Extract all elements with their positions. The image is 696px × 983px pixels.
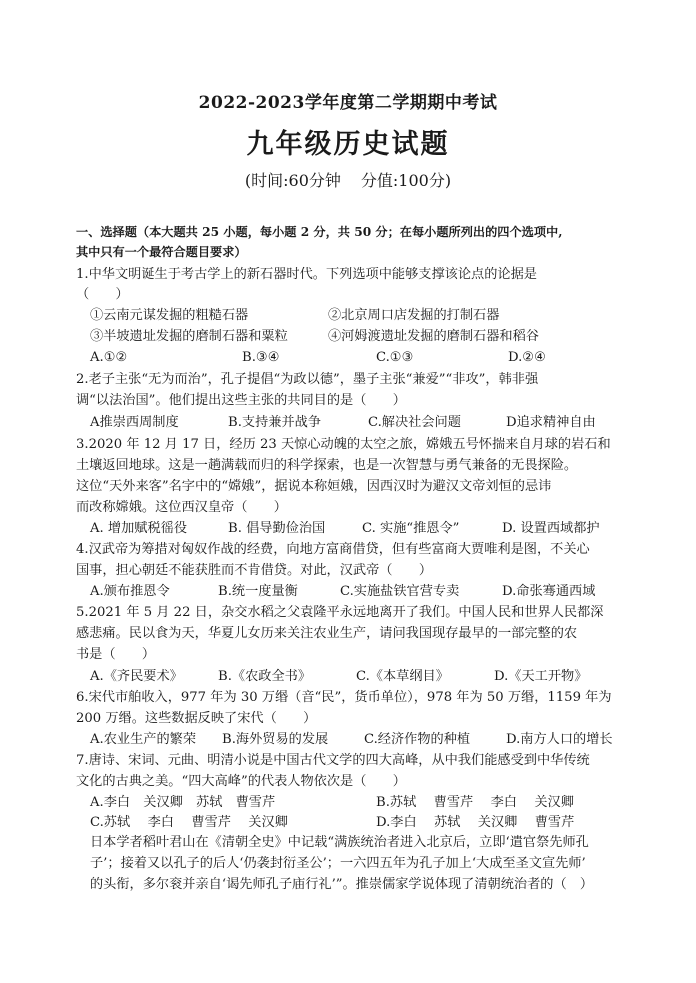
question-7-stem: 7.唐诗、宋词、元曲、明清小说是中国古代文学的四大高峰，从中我们能感受到中华传统 (76, 753, 590, 768)
q1-option-c: C.①③ (376, 350, 414, 365)
q2-option-b: B.支持兼并战争 (228, 415, 322, 430)
q5-option-d: D.《天工开物》 (494, 669, 588, 684)
q7-option-a: A.李白 关汉卿 苏轼 曹雪芹 (90, 795, 276, 810)
q1-item-1: ①云南元谋发掘的粗糙石器 (90, 308, 249, 323)
section-title-a: 一、选择题（本大题共 25 小题，每小题 2 分，共 50 分； (76, 225, 400, 239)
exam-info (0, 168, 696, 191)
question-5-stem-cont-1: 感悲痛。民以食为天，华夏儿女历来关注农业生产，请问我国现存最早的一部完整的农 (76, 626, 578, 641)
question-3-stem-cont-1: 土壤返回地球。这是一趟满载而归的科学探索，也是一次智慧与勇气兼备的无畏探险。 (76, 458, 578, 473)
question-6-stem-cont: 200 万缗。这些数据反映了宋代（ ） (76, 711, 317, 726)
q3-option-a: A. 增加赋税徭役 (90, 521, 188, 536)
question-3-stem: 3.2020 年 12 月 17 日，经历 23 天惊心动魄的太空之旅，嫦娥五号怀揣来自月球的岩石和 (76, 437, 611, 452)
question-1-stem-cont: （ ） (76, 287, 129, 302)
question-2-stem-cont: 调“以法治国”。他们提出这些主张的共同目的是（ ） (76, 393, 406, 408)
subject-title: 九年级历史试题 (246, 129, 450, 160)
question-5-stem-cont-2: 书是（ ） (76, 647, 156, 662)
q7-option-d: D.李白 苏轼 关汉卿 曹雪芹 (376, 815, 575, 830)
q7-option-b: B.苏轼 曹雪芹 李白 关汉卿 (376, 795, 574, 810)
q6-option-c: C.经济作物的种植 (364, 732, 471, 747)
section-header (76, 222, 562, 242)
q2-option-c: C.解决社会问题 (368, 415, 461, 430)
q4-option-b: B.统一度量衡 (218, 584, 298, 599)
q2-option-a: A推崇西周制度 (90, 415, 179, 430)
question-5-stem: 5.2021 年 5 月 22 日，杂交水稻之父袁隆平永远地离开了我们。中国人民和世界人民都深 (76, 605, 604, 620)
q3-option-c: C. 实施“推恩令” (362, 521, 460, 536)
section-title-b: 在每小题所列出的四个选项中, (399, 225, 563, 239)
question-3-stem-cont-3: 而改称嫦娥。这位西汉皇帝（ ） (76, 500, 287, 515)
q4-option-d: D.命张骞通西域 (502, 584, 596, 599)
section-header-line2: 其中只有一个最符合题目要求） (76, 245, 247, 259)
q5-option-c: C.《本草纲目》 (356, 669, 449, 684)
q6-option-a: A.农业生产的繁荣 (90, 732, 197, 747)
q5-option-b: B.《农政全书》 (218, 669, 312, 684)
q4-option-a: A.颁布推恩令 (90, 584, 170, 599)
q1-option-a: A.①② (90, 350, 128, 365)
q3-option-b: B. 倡导勤俭治国 (228, 521, 326, 536)
question-8-stem: 日本学者稻叶君山在《清朝全史》中记载“满族统治者进入北京后，立即‘遣官祭先师孔 (90, 835, 589, 850)
q5-option-a: A.《齐民要术》 (90, 669, 183, 684)
question-1-stem: 1.中华文明诞生于考古学上的新石器时代。下列选项中能够支撑该论点的论据是 (76, 267, 537, 282)
q4-option-c: C.实施盐铁官营专卖 (340, 584, 460, 599)
q1-item-2: ②北京周口店发掘的打制石器 (328, 308, 500, 323)
question-4-stem: 4.汉武帝为筹措对匈奴作战的经费，向地方富商借贷，但有些富商大贾唯利是图，不关心 (76, 542, 590, 557)
q7-option-c: C.苏轼 李白 曹雪芹 关汉卿 (90, 815, 288, 830)
question-6-stem: 6.宋代市舶收入，977 年为 30 万缗（音“民”，货币单位），978 年为 50 万缗，1159 年为 (76, 690, 612, 705)
question-3-stem-cont-2: 这位“天外来客”名字中的“嫦娥”，据说本称姮娥，因西汉时为避汉文帝刘恒的忌讳 (76, 479, 552, 494)
q3-option-d: D. 设置西域都护 (502, 521, 600, 536)
question-4-stem-cont: 国事，担心朝廷不能获胜而不肯借贷。对此，汉武帝（ ） (76, 563, 433, 578)
q1-item-3: ③半坡遗址发掘的磨制石器和粟粒 (90, 329, 288, 344)
question-8-stem-cont-2: 的头衔，多尔衮并亲自‘谒先师孔子庙行礼’”。推崇儒家学说体现了清朝统治者的（ ） (90, 877, 594, 892)
q1-option-d: D.②④ (508, 350, 546, 365)
q2-option-d: D追求精神自由 (506, 415, 596, 430)
question-7-stem-cont: 文化的古典之美。“四大高峰”的代表人物依次是（ ） (76, 774, 406, 789)
q6-option-d: D.南方人口的增长 (506, 732, 613, 747)
score-label: 分值:100分) (360, 171, 452, 190)
q1-option-b: B.③④ (242, 350, 280, 365)
question-2-stem: 2.老子主张“无为而治”，孔子提倡“为政以德”，墨子主张“兼爱”“非攻”，韩非强 (76, 372, 539, 387)
q1-item-4: ④河姆渡遗址发掘的磨制石器和稻谷 (328, 329, 539, 344)
q6-option-b: B.海外贸易的发展 (222, 732, 329, 747)
time-label: (时间:60分钟 (244, 171, 341, 190)
question-8-stem-cont-1: 子’；接着又以孔子的后人‘仍袭封衍圣公’；一六四五年为孔子加上‘大成至圣文宣先师’ (90, 856, 586, 871)
exam-title: 2022-2023学年度第二学期期中考试 (198, 93, 498, 113)
